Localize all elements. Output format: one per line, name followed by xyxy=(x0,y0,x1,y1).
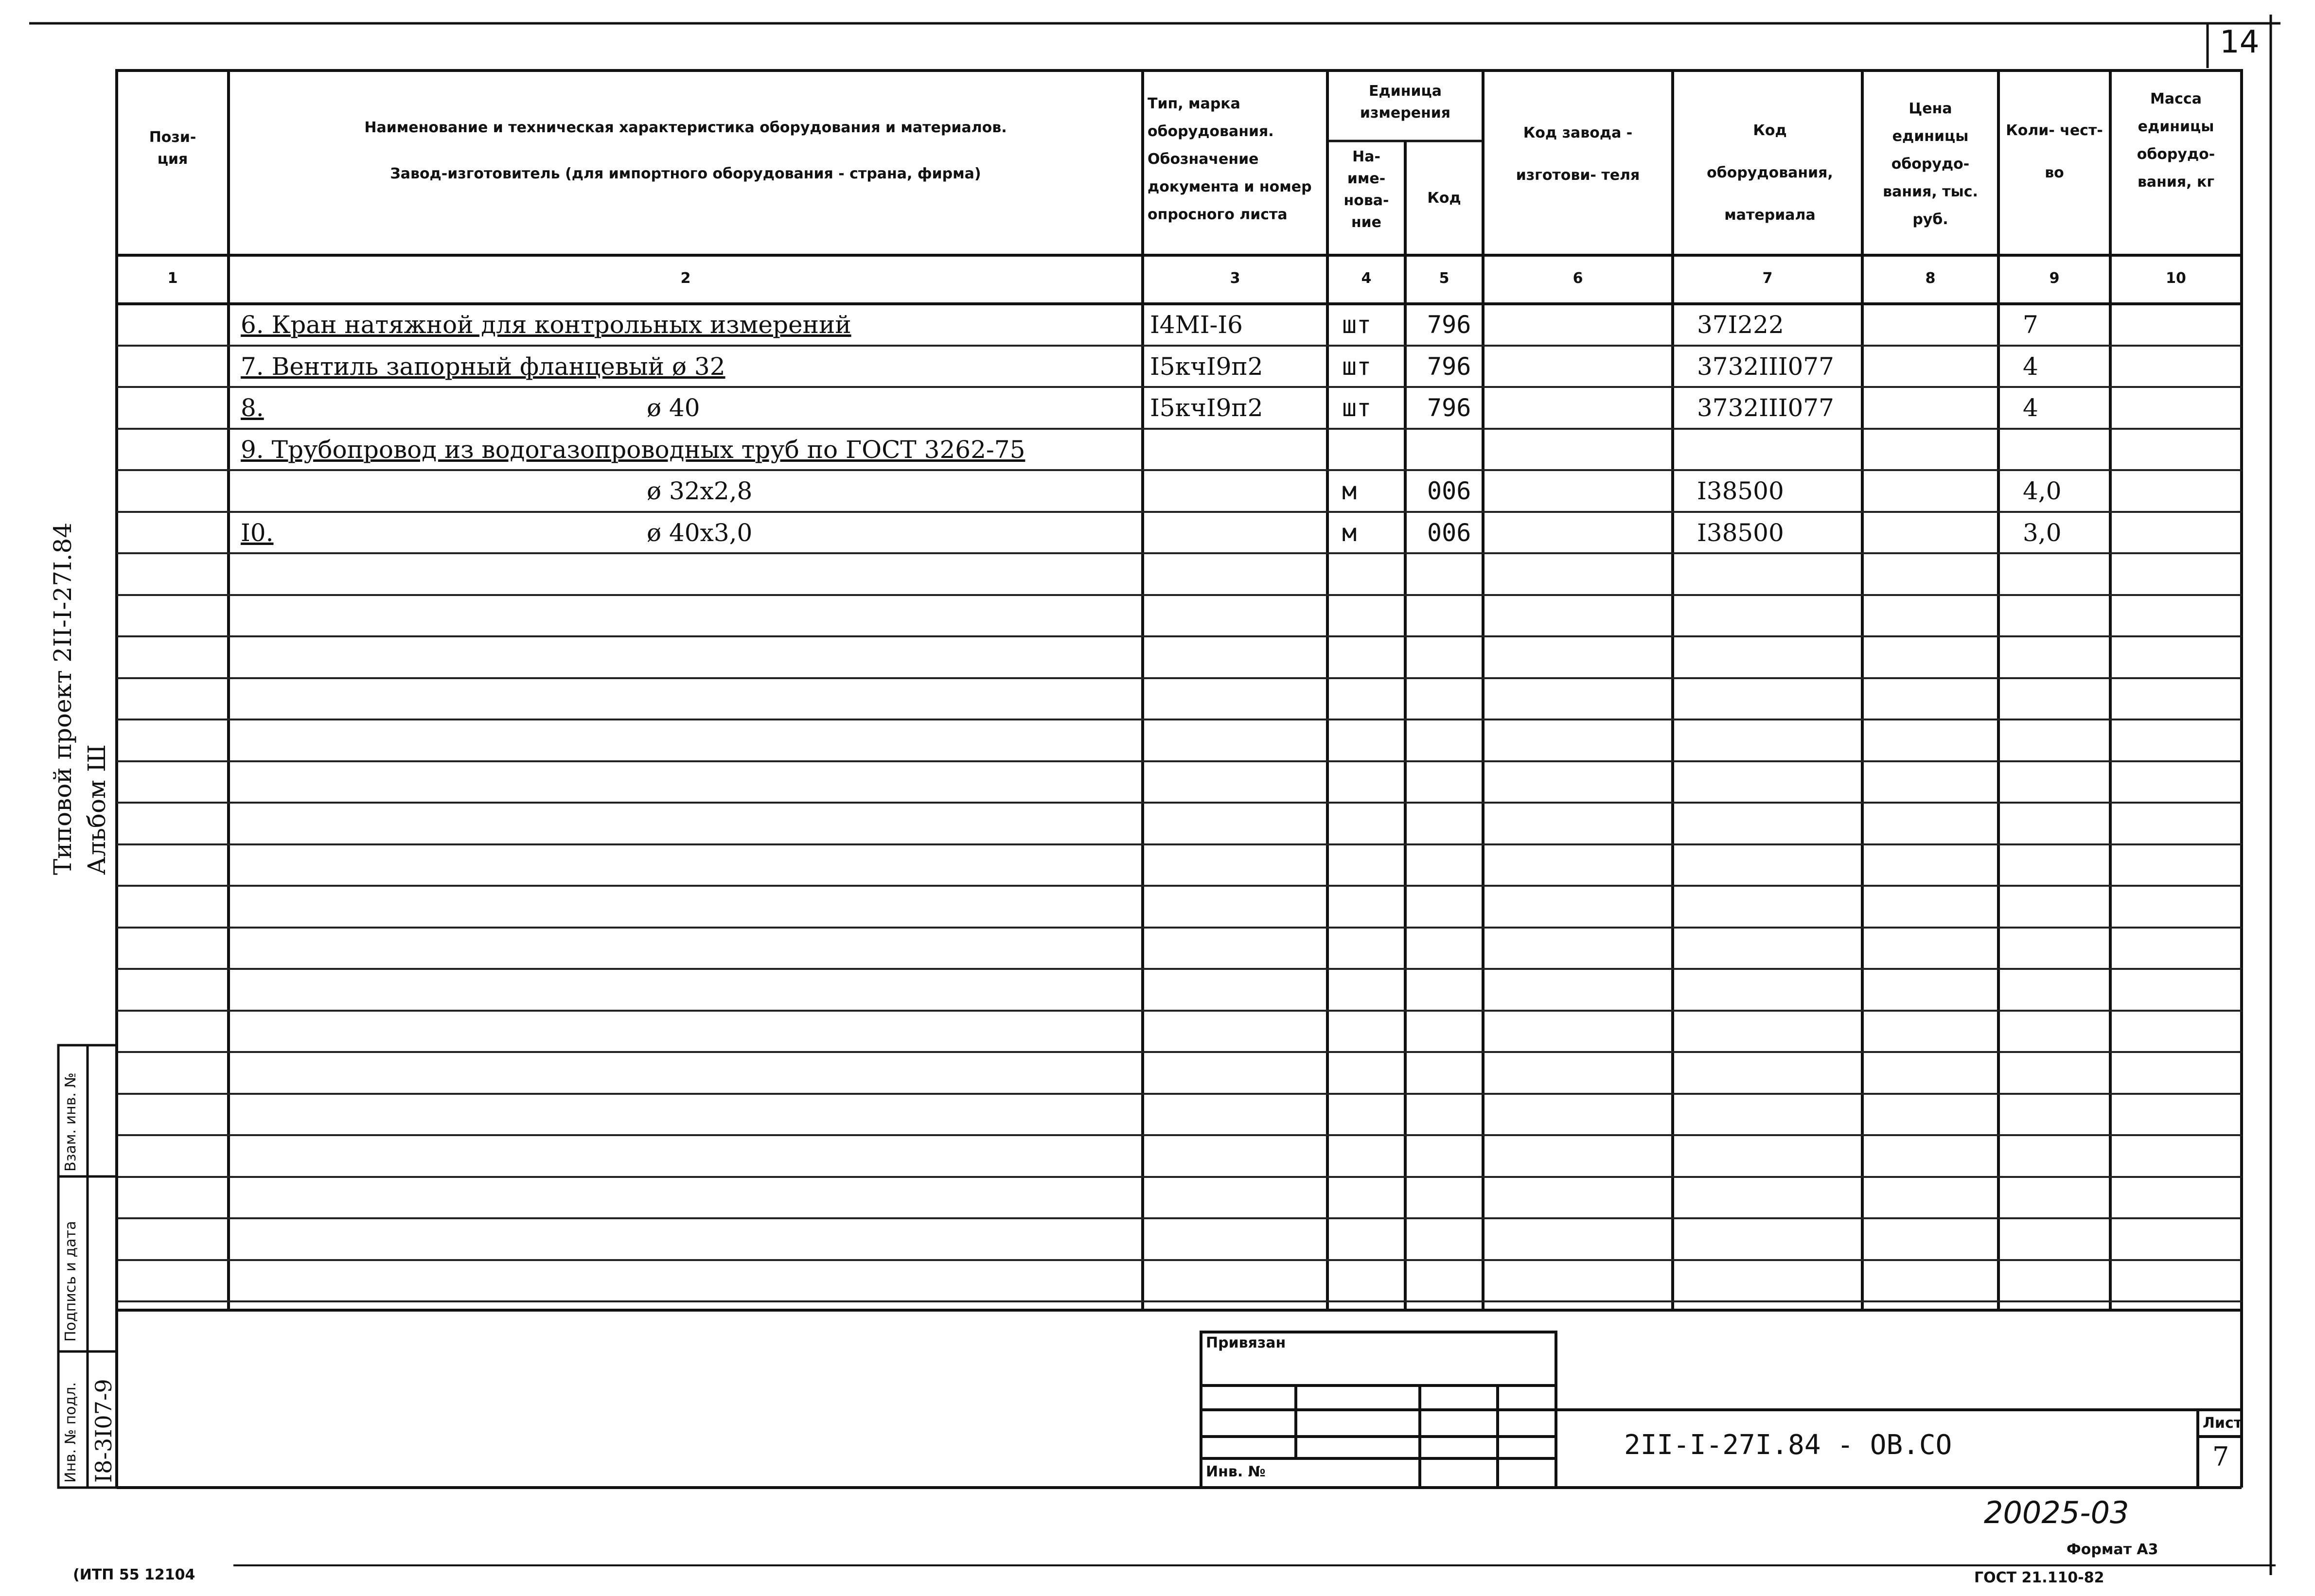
side-album-title: Альбом Ш xyxy=(83,744,111,875)
column-number: 8 xyxy=(1925,270,1936,287)
header-name-line1: Наименование и техническая характеристика оборудования и материалов. xyxy=(364,119,1007,136)
stamp-sign-label: Подпись и дата xyxy=(62,1221,79,1342)
item-name-cell: 7. Вентиль запорный фланцевый ø 32 xyxy=(241,352,725,381)
item-size-cell: ø 40x3,0 xyxy=(647,519,753,547)
item-qty-cell: 4 xyxy=(2023,352,2038,381)
item-unit-cell: шт xyxy=(1342,394,1372,422)
header-type: Тип, марка оборудования. Обозначение документа и номер опросного листа xyxy=(1148,95,1312,223)
inv-label: Инв. № xyxy=(1206,1463,1266,1480)
item-qty-cell: 4 xyxy=(2023,394,2038,422)
item-size-cell: ø 40 xyxy=(647,394,700,422)
handwritten-number: 20025-03 xyxy=(1984,1495,2129,1530)
item-qty-cell: 4,0 xyxy=(2023,477,2062,505)
item-unit-cell: шт xyxy=(1342,352,1372,381)
stamp-inv-label: Взам. инв. № xyxy=(62,1072,79,1172)
header-name-line2: Завод-изготовитель (для импортного оборудования - страна, фирма) xyxy=(390,165,981,182)
column-number: 3 xyxy=(1230,270,1240,287)
header-mass: Масса единицы оборудо- вания, кг xyxy=(2137,90,2215,191)
header-unit-code: Код xyxy=(1427,190,1461,207)
column-number: 10 xyxy=(2166,270,2186,287)
format-label: Формат А3 xyxy=(2067,1541,2158,1558)
stamp-orig-label: Инв. № подл. xyxy=(62,1382,79,1483)
item-unit-code-cell: 796 xyxy=(1427,311,1471,339)
header-unit-name: На- име- нова- ние xyxy=(1343,148,1389,231)
item-name-cell: 8. xyxy=(241,394,264,422)
bound-label: Привязан xyxy=(1206,1334,1286,1351)
header-position: Пози- ция xyxy=(149,129,196,168)
item-name-cell: I0. xyxy=(241,519,274,547)
header-unit: Единица измерения xyxy=(1360,83,1451,122)
header-equip-code: Код оборудования, материала xyxy=(1707,122,1833,224)
item-unit-code-cell: 796 xyxy=(1427,394,1471,422)
item-unit-code-cell: 796 xyxy=(1427,352,1471,381)
column-number: 6 xyxy=(1573,270,1583,287)
column-number: 2 xyxy=(680,270,691,287)
sheet-corner-number: 14 xyxy=(2220,24,2260,60)
item-qty-cell: 3,0 xyxy=(2023,519,2062,547)
sheet-label: Лист xyxy=(2203,1415,2243,1432)
header-qty: Коли- чест- во xyxy=(2006,122,2103,181)
stamp-orig-value: I8-3I07-9 xyxy=(90,1379,117,1483)
column-number: 4 xyxy=(1361,270,1372,287)
item-unit-code-cell: 006 xyxy=(1427,477,1471,505)
item-unit-cell: м xyxy=(1342,477,1357,505)
header-price: Цена единицы оборудо- вания, тыс. руб. xyxy=(1883,100,1978,228)
side-project-title: Типовой проект 2II-I-27I.84 xyxy=(49,522,77,875)
item-size-cell: ø 32x2,8 xyxy=(647,477,753,505)
printer-label: (ИТП 55 12104 xyxy=(73,1566,195,1583)
item-type-cell: I5кчI9п2 xyxy=(1150,352,1263,381)
item-equip-code-cell: 3732III077 xyxy=(1697,394,1834,422)
gost-label: ГОСТ 21.110-82 xyxy=(1974,1569,2104,1586)
header-factory-code: Код завода - изготови- теля xyxy=(1516,124,1640,184)
item-type-cell: I4МI-I6 xyxy=(1150,311,1243,339)
item-equip-code-cell: I38500 xyxy=(1697,477,1784,505)
item-type-cell: I5кчI9п2 xyxy=(1150,394,1263,422)
column-number: 1 xyxy=(167,270,178,287)
item-name-cell: 9. Трубопровод из водогазопроводных труб по ГОСТ 3262-75 xyxy=(241,436,1025,464)
column-number: 9 xyxy=(2049,270,2060,287)
item-equip-code-cell: 37I222 xyxy=(1697,311,1784,339)
column-number: 7 xyxy=(1762,270,1773,287)
sheet-number: 7 xyxy=(2212,1441,2229,1472)
doc-code: 2II-I-27I.84 - ОВ.СО xyxy=(1624,1429,1952,1461)
column-number: 5 xyxy=(1439,270,1449,287)
item-name-cell: 6. Кран натяжной для контрольных измерений xyxy=(241,311,851,339)
item-unit-cell: м xyxy=(1342,519,1357,547)
item-unit-cell: шт xyxy=(1342,311,1372,339)
item-equip-code-cell: 3732III077 xyxy=(1697,352,1834,381)
item-equip-code-cell: I38500 xyxy=(1697,519,1784,547)
item-qty-cell: 7 xyxy=(2023,311,2038,339)
item-unit-code-cell: 006 xyxy=(1427,519,1471,547)
